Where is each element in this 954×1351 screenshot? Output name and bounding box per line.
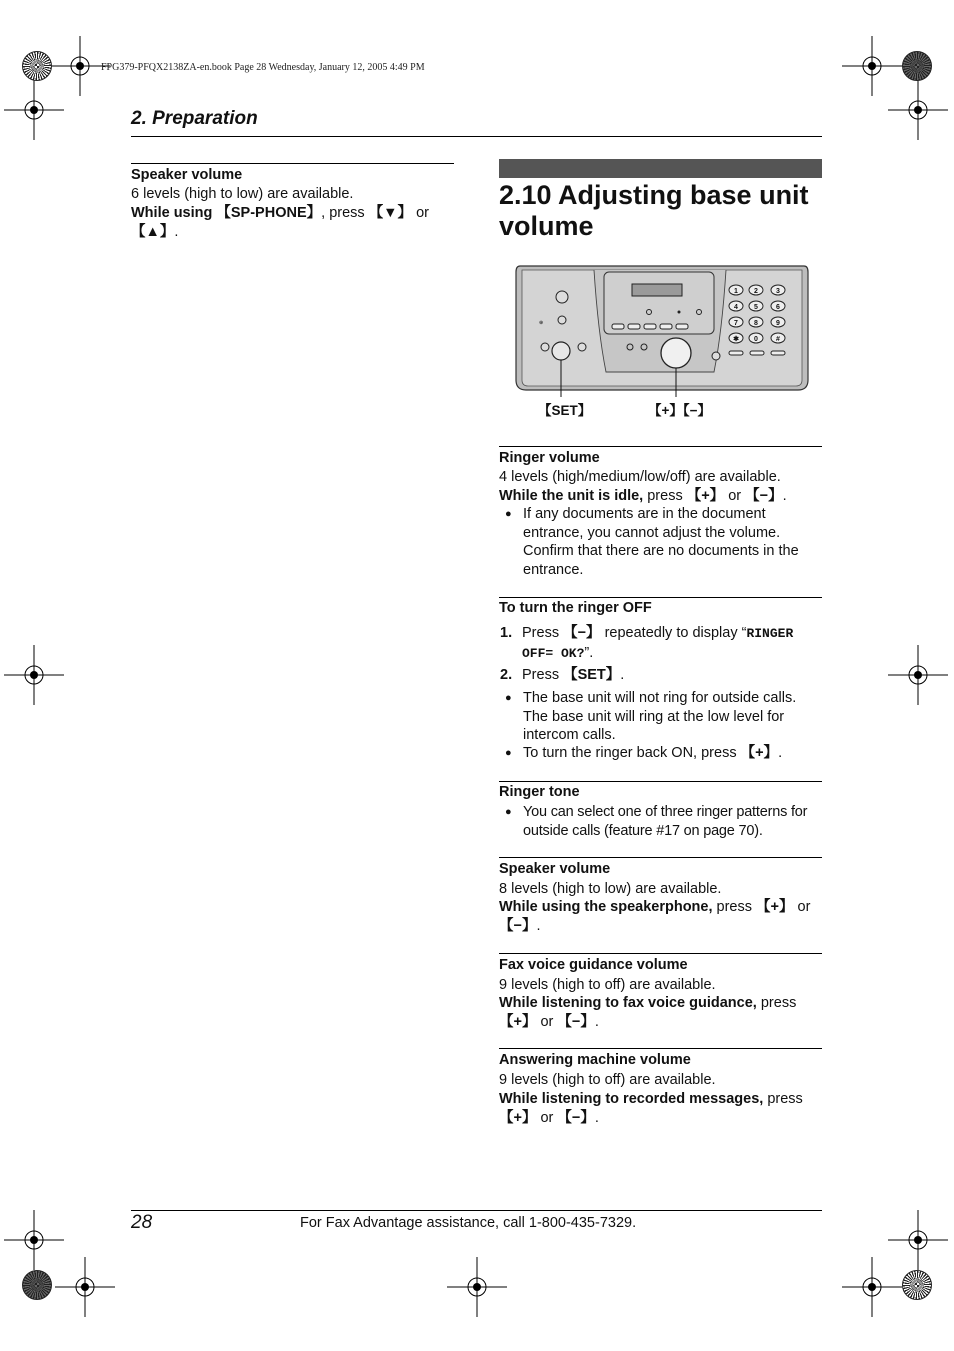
color-registration-icon	[902, 51, 932, 81]
list-item: ● You can select one of three ringer patterns for outside calls (feature #17 on page 70).	[505, 804, 808, 839]
dial-key: 8	[754, 320, 758, 327]
plus-key: 【+】	[756, 899, 794, 915]
minus-key: 【−】	[557, 1109, 595, 1126]
page-number: 28	[131, 1212, 153, 1233]
plus-key: 【+】	[499, 1013, 537, 1030]
fax-voice-instruction: While listening to fax voice guidance, press 【+】 or 【−】.	[499, 995, 797, 1030]
answering-volume-instruction: While listening to recorded messages, press 【+】 or 【−】.	[499, 1091, 803, 1126]
ringer-volume-levels: 4 levels (high/medium/low/off) are available.	[499, 469, 781, 485]
dial-key: 3	[776, 288, 780, 295]
plus-key: 【+】	[499, 1109, 537, 1126]
dial-key: #	[776, 336, 780, 343]
plus-key: 【+】	[686, 488, 725, 504]
footer-text: For Fax Advantage assistance, call 1-800-435-7329.	[300, 1215, 637, 1231]
bullet-icon: ●	[505, 692, 512, 704]
dial-key: ✱	[733, 336, 739, 343]
ringer-volume-heading: Ringer volume	[499, 450, 600, 466]
fax-voice-heading: Fax voice guidance volume	[499, 957, 688, 973]
section-rule	[499, 597, 822, 598]
book-file-header: FPG379-PFQX2138ZA-en.book Page 28 Wednesday, January 12, 2005 4:49 PM	[101, 62, 425, 73]
section-rule	[131, 163, 454, 164]
section-rule	[499, 857, 822, 858]
plus-minus-key-label: 【+】【−】	[648, 403, 712, 418]
set-key: 【SET】	[563, 667, 621, 683]
svg-text:⊕: ⊕	[539, 320, 544, 326]
crosshair-mark-icon	[4, 80, 64, 140]
left-speaker-volume-instruction: While using 【SP-PHONE】, press 【▼】 or 【▲】.	[131, 205, 429, 240]
bullet-icon: ●	[505, 508, 512, 520]
crosshair-mark-icon	[4, 645, 64, 705]
minus-key: 【−】	[745, 488, 783, 504]
section-title-bar	[499, 159, 822, 178]
step-item: 2. Press 【SET】.	[500, 667, 625, 683]
section-rule	[499, 953, 822, 954]
dial-key: 6	[776, 304, 780, 311]
dial-key: 4	[734, 304, 738, 311]
speaker-volume-heading: Speaker volume	[499, 861, 611, 877]
crosshair-mark-icon	[447, 1257, 507, 1317]
down-key: 【▼】	[368, 205, 413, 221]
fax-voice-levels: 9 levels (high to off) are available.	[499, 977, 716, 993]
section-rule	[499, 1048, 822, 1049]
plus-key: 【+】	[740, 745, 779, 761]
minus-key: 【−】	[557, 1013, 595, 1030]
chapter-rule	[131, 136, 822, 137]
section-rule	[499, 446, 822, 447]
crosshair-mark-icon	[888, 645, 948, 705]
dial-key: 9	[776, 320, 780, 327]
minus-key: 【−】	[499, 917, 537, 934]
dial-key: 5	[754, 304, 758, 311]
ringer-off-heading: To turn the ringer OFF	[499, 600, 652, 616]
minus-key: 【−】	[563, 625, 601, 641]
crosshair-mark-icon	[888, 80, 948, 140]
color-registration-icon	[22, 1270, 52, 1300]
ringer-volume-instruction: While the unit is idle, press 【+】 or 【−】.	[499, 488, 787, 504]
bullet-icon: ●	[505, 747, 512, 759]
dial-key: 1	[734, 288, 738, 295]
chapter-title: 2. Preparation	[131, 108, 258, 129]
sp-phone-key: 【SP-PHONE】	[216, 205, 322, 221]
dial-key: 2	[754, 288, 758, 295]
list-item: ● If any documents are in the document entrance, you cannot adjust the volume. Confirm that there are no documents in the entrance.	[505, 506, 799, 578]
answering-volume-heading: Answering machine volume	[499, 1052, 691, 1068]
answering-volume-levels: 9 levels (high to off) are available.	[499, 1072, 716, 1088]
left-speaker-volume-levels: 6 levels (high to low) are available.	[131, 186, 354, 202]
up-key: 【▲】	[131, 223, 175, 240]
list-item: ● To turn the ringer back ON, press 【+】.	[505, 745, 783, 761]
color-registration-icon	[902, 1270, 932, 1300]
speaker-volume-levels: 8 levels (high to low) are available.	[499, 881, 722, 897]
display-text: RINGER OFF= OK?	[522, 626, 794, 661]
color-registration-icon	[22, 51, 52, 81]
dial-key: 7	[734, 320, 738, 327]
section-title: 2.10 Adjusting base unit volume	[499, 180, 809, 241]
set-key-label: 【SET】	[538, 403, 592, 418]
section-rule	[499, 781, 822, 782]
step-item: 1. Press 【−】 repeatedly to display “RINGER OFF= OK?”.	[500, 625, 794, 661]
ringer-tone-heading: Ringer tone	[499, 784, 580, 800]
left-speaker-volume-heading: Speaker volume	[131, 167, 243, 183]
speaker-volume-instruction: While using the speakerphone, press 【+】 or 【−】.	[499, 899, 811, 934]
footer-rule	[131, 1210, 822, 1211]
list-item: ● The base unit will not ring for outside calls. The base unit will ring at the low level for intercom calls.	[505, 690, 797, 743]
bullet-icon: ●	[505, 806, 512, 818]
crosshair-mark-icon	[55, 1257, 115, 1317]
base-unit-illustration	[514, 262, 810, 422]
crosshair-mark-icon	[842, 1257, 902, 1317]
dial-key: 0	[754, 336, 758, 343]
